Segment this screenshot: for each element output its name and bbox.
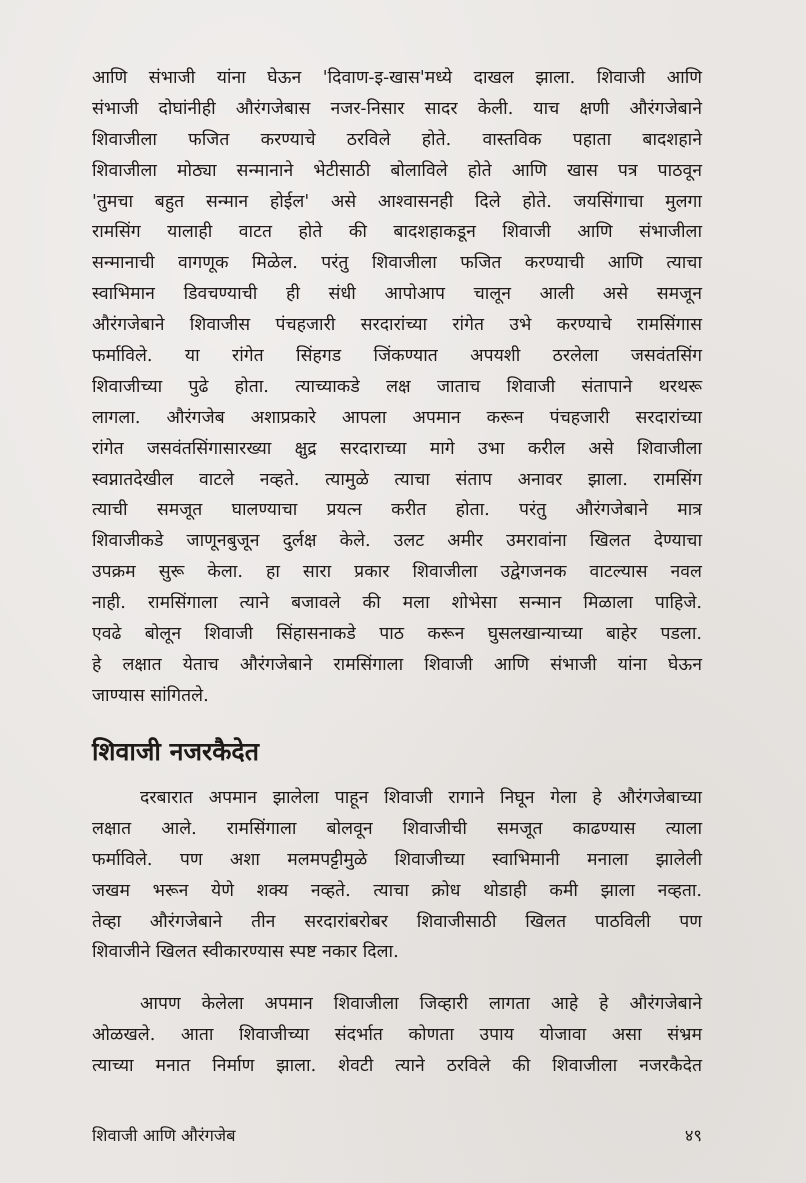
text-line: शिवाजीच्या पुढे होता. त्याच्याकडे लक्ष जाताच शिवाजी संतापाने थरथरू	[92, 376, 702, 397]
text-line: शिवाजीला फजित करण्याचे ठरविले होते. वास्तविक पहाता बादशहाने	[92, 129, 702, 150]
text-line: हे लक्षात येताच औरंगजेबाने रामसिंगाला शिवाजी आणि संभाजी यांना घेऊन	[92, 654, 702, 675]
text-line: आणि संभाजी यांना घेऊन 'दिवाण-इ-खास'मध्ये दाखल झाला. शिवाजी आणि	[92, 68, 702, 88]
running-footer-book-title: शिवाजी आणि औरंगजेब	[92, 1126, 236, 1145]
text-line: जखम भरून येणे शक्य नव्हते. त्याचा क्रोध थोडाही कमी झाला नव्हता.	[92, 880, 702, 901]
text-line: त्याची समजूत घालण्याचा प्रयत्न करीत होता. परंतु औरंगजेबाने मात्र	[92, 500, 702, 521]
text-line: जाण्यास सांगितले.	[92, 685, 209, 706]
body-paragraph-3	[92, 989, 702, 1082]
text-line: एवढे बोलून शिवाजी सिंहासनाकडे पाठ करून घुसलखान्याच्या बाहेर पडला.	[92, 624, 702, 645]
text-line: लागला. औरंगजेब अशाप्रकारे आपला अपमान करून पंचहजारी सरदारांच्या	[92, 407, 702, 428]
body-paragraph-2	[92, 783, 702, 968]
text-line: फर्माविले. पण अशा मलमपट्टीमुळे शिवाजीच्या स्वाभिमानी मनाला झालेली	[92, 849, 702, 870]
section-heading: शिवाजी नजरकैदेत	[92, 737, 259, 766]
text-line: सन्मानाची वागणूक मिळेल. परंतु शिवाजीला फजित करण्याची आणि त्याचा	[92, 253, 702, 274]
text-line: स्वाभिमान डिवचण्याची ही संधी आपोआप चालून आली असे समजून	[92, 284, 702, 305]
text-line: स्वप्नातदेखील वाटले नव्हते. त्यामुळे त्याचा संताप अनावर झाला. रामसिंग	[92, 469, 702, 490]
text-line: फर्माविले. या रांगेत सिंहगड जिंकण्यात अपयशी ठरलेला जसवंतसिंग	[92, 346, 702, 367]
text-line: शिवाजीला मोठ्या सन्मानाने भेटीसाठी बोलाविले होते आणि खास पत्र पाठवून	[92, 160, 702, 181]
body-paragraph-1	[92, 63, 702, 712]
text-line: 'तुमचा बहुत सन्मान होईल' असे आश्वासनही दिले होते. जयसिंगाचा मुलगा	[92, 191, 702, 212]
text-line: दरबारात अपमान झालेला पाहून शिवाजी रागाने निघून गेला हे औरंगजेबाच्या	[140, 788, 702, 808]
text-line: संभाजी दोघांनीही औरंगजेबास नजर-निसार सादर केली. याच क्षणी औरंगजेबाने	[92, 98, 702, 119]
text-line: लक्षात आले. रामसिंगाला बोलवून शिवाजीची समजूत काढण्यास त्याला	[92, 818, 702, 839]
text-line: त्याच्या मनात निर्माण झाला. शेवटी त्याने ठरविले की शिवाजीला नजरकैदेत	[92, 1055, 702, 1076]
text-line: रांगेत जसवंतसिंगासारख्या क्षुद्र सरदाराच्या मागे उभा करील असे शिवाजीला	[92, 438, 702, 459]
text-line: नाही. रामसिंगाला त्याने बजावले की मला शोभेसा सन्मान मिळाला पाहिजे.	[92, 593, 702, 614]
text-line: ओळखले. आता शिवाजीच्या संदर्भात कोणता उपाय योजावा असा संभ्रम	[92, 1024, 702, 1045]
text-line: आपण केलेला अपमान शिवाजीला जिव्हारी लागता आहे हे औरंगजेबाने	[140, 994, 702, 1014]
text-line: शिवाजीने खिलत स्वीकारण्यास स्पष्ट नकार दिला.	[92, 942, 399, 963]
text-line: औरंगजेबाने शिवाजीस पंचहजारी सरदारांच्या रांगेत उभे करण्याचे रामसिंगास	[92, 315, 702, 336]
text-line: रामसिंग यालाही वाटत होते की बादशहाकडून शिवाजी आणि संभाजीला	[92, 222, 702, 243]
text-line: उपक्रम सुरू केला. हा सारा प्रकार शिवाजीला उद्वेगजनक वाटल्यास नवल	[92, 562, 702, 583]
text-line: शिवाजीकडे जाणूनबुजून दुर्लक्ष केले. उलट अमीर उमरावांना खिलत देण्याचा	[92, 531, 702, 552]
page-number: ४९	[684, 1126, 702, 1145]
text-line: तेव्हा औरंगजेबाने तीन सरदारांबरोबर शिवाजीसाठी खिलत पाठविली पण	[92, 911, 702, 932]
